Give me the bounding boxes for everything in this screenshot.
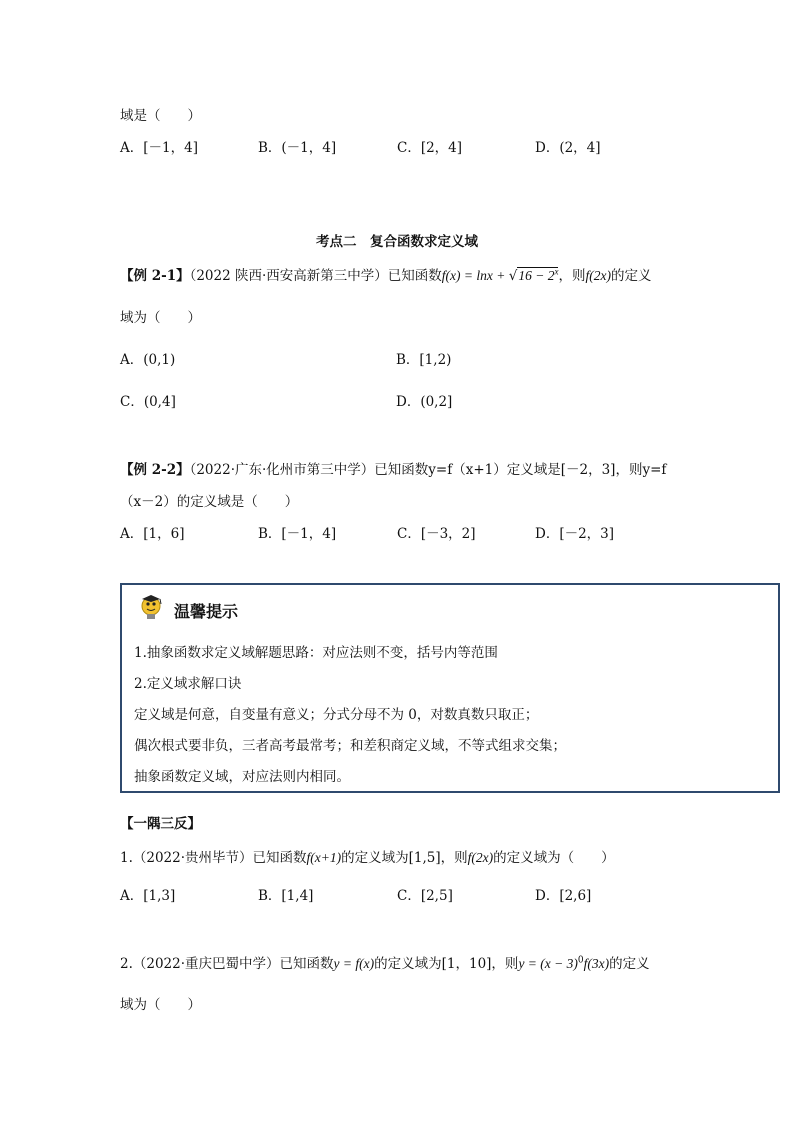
prev-option-c[interactable]: C．[2，4] — [397, 140, 463, 156]
example-2-2-tag: 【例 2-2】 — [120, 462, 190, 478]
tip-line-5: 抽象函数定义域，对应法则内相同。 — [134, 769, 350, 785]
example-2-1-option-c[interactable]: C．(0,4] — [120, 394, 176, 410]
sqrt-sign: √ — [508, 268, 518, 284]
prev-option-a[interactable]: A．[－1，4] — [120, 140, 198, 156]
example-2-1-sqrt-body: $16 - 2^x$ — [518, 266, 559, 283]
prev-option-b[interactable]: B．(－1，4] — [258, 140, 337, 156]
example-2-2-option-c[interactable]: C．[－3，2] — [397, 526, 476, 542]
example-2-1-mid: ，则 — [558, 268, 586, 284]
prev-question-stem-tail: 域是（ ） — [120, 108, 201, 124]
lightbulb-icon — [136, 593, 166, 623]
practice-q2-stem: 2.（2022·重庆巴蜀中学）已知函数y = f(x)的定义域为[1，10]，则$y = (x - 3)^0f(3x)$的定义 — [120, 955, 650, 972]
example-2-1-line2: 域为（ ） — [120, 310, 201, 326]
tip-line-1: 1.抽象函数求定义域解题思路：对应法则不变，括号内等范围 — [134, 645, 498, 661]
example-2-1-option-a[interactable]: A．(0,1) — [120, 352, 176, 368]
practice-header: 【一隅三反】 — [120, 816, 201, 832]
tip-title: 温馨提示 — [174, 602, 239, 621]
example-2-1-option-d[interactable]: D．(0,2] — [396, 394, 453, 410]
example-2-2-line1 — [120, 458, 666, 478]
practice-q1-option-b[interactable]: B．[1,4] — [258, 888, 314, 904]
example-2-1-source: （2022 陕西·西安高新第三中学）已知函数 — [189, 268, 442, 284]
section-title: 考点二 复合函数求定义域 — [316, 234, 478, 250]
tip-line-2: 2.定义域求解口诀 — [134, 676, 242, 692]
example-2-2-option-d[interactable]: D．[－2，3] — [535, 526, 615, 542]
practice-q1-option-c[interactable]: C．[2,5] — [397, 888, 453, 904]
practice-q1-stem: 1.（2022·贵州毕节）已知函数f(x+1)的定义域为[1,5]，则f(2x)的定义域为（ ） — [120, 850, 615, 866]
practice-q2-line2: 域为（ ） — [120, 997, 201, 1013]
practice-q1-option-a[interactable]: A．[1,3] — [120, 888, 176, 904]
example-2-1-option-b[interactable]: B．[1,2) — [396, 352, 452, 368]
example-2-1-fx: f(x) = lnx + — [441, 268, 509, 283]
example-2-1-f2x: f(2x) — [585, 268, 611, 283]
tip-line-3: 定义域是何意，自变量有意义；分式分母不为 0，对数真数只取正； — [134, 707, 539, 723]
example-2-2-line2: （x－2）的定义域是（ ） — [120, 494, 299, 510]
example-2-2-text: （2022·广东·化州市第三中学）已知函数y=f（x+1）定义域是[－2，3]，则y=f — [189, 462, 667, 478]
example-2-1-tag: 【例 2-1】 — [120, 268, 190, 284]
practice-q1-options — [120, 884, 680, 904]
example-2-2-options — [120, 522, 680, 542]
prev-question-options — [120, 136, 680, 156]
tip-box — [120, 583, 780, 793]
example-2-2-option-a[interactable]: A．[1，6] — [120, 526, 185, 542]
example-2-2-option-b[interactable]: B．[－1，4] — [258, 526, 337, 542]
practice-q1-option-d[interactable]: D．[2,6] — [535, 888, 592, 904]
example-2-1-tail: 的定义 — [610, 268, 652, 284]
tip-line-4: 偶次根式要非负，三者高考最常考；和差积商定义域，不等式组求交集； — [134, 738, 566, 754]
prev-option-d[interactable]: D．(2，4] — [535, 140, 601, 156]
example-2-1-line1 — [120, 264, 651, 284]
